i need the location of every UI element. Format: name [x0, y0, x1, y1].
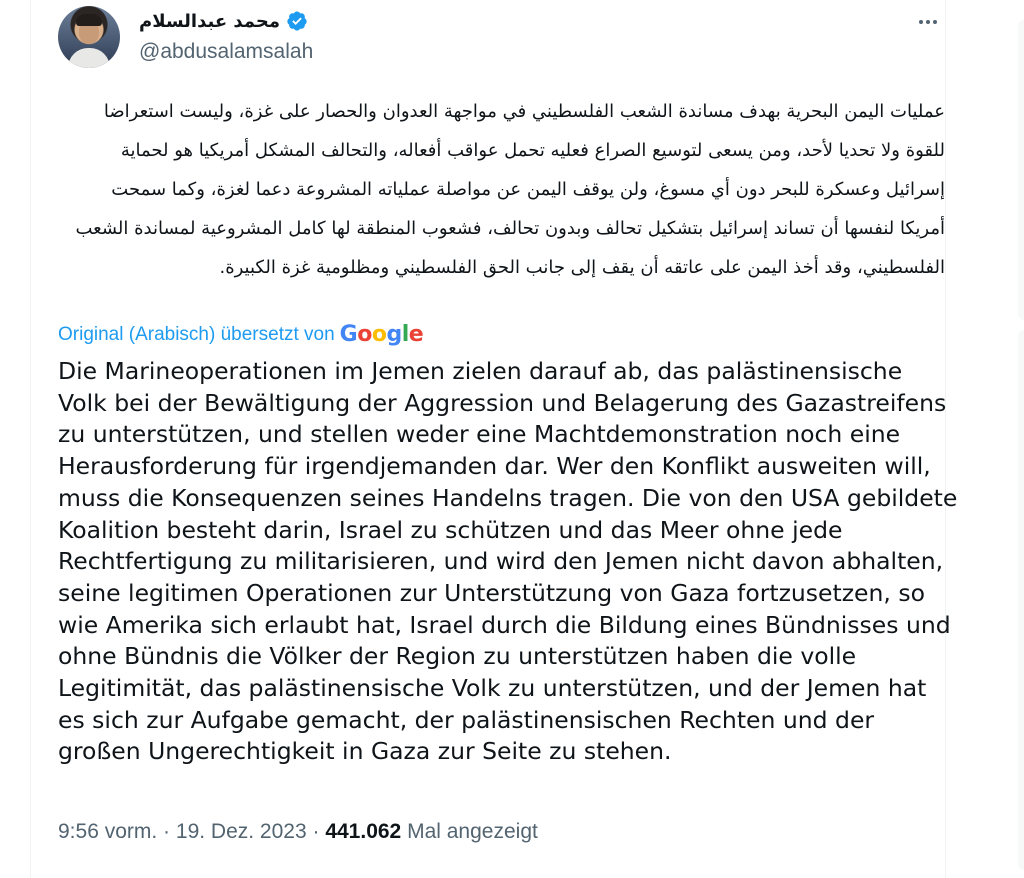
more-dot [933, 20, 937, 24]
tweet-translated-text: Die Marineoperationen im Jemen zielen darauf ab, das palästinensische Volk bei der Bewältigung der Aggression und Belagerung des Gazastreifens zu unterstützen, und stellen weder eine Machtdemonstration noch eine Herausforderung für irgendjemanden dar. Wer den Konflikt ausweiten will, muss die Konsequenzen seines Handelns tragen. Die von den USA gebildete Koalition besteht darin, Israel zu schützen und das Meer ohne jede Rechtfertigung zu militarisieren, und wird den Jemen nicht davon abhalten, seine legitimen Operationen zur Unterstützung von Gaza fortzusetzen, so wie Amerika sich erlaubt hat, Israel durch die Bildung eines Bündnisses und ohne Bündnis die Völker der Region zu unterstützen haben die volle Legitimität, das palästinensische Volk zu unterstützen, und der Jemen hat es sich zur Aufgabe gemacht, der palästinensischen Rechten und der großen Ungerechtigkeit in Gaza zur Seite zu stehen. [58, 357, 958, 766]
views-label: Mal angezeigt [401, 820, 538, 843]
left-panel-edge [0, 0, 31, 878]
author-display-name[interactable]: محمد عبدالسلام [139, 10, 280, 32]
more-dot [919, 20, 923, 24]
avatar[interactable] [58, 6, 120, 68]
right-card-edge-bottom [1018, 330, 1024, 870]
meta-separator: · [157, 820, 176, 843]
tweet-date[interactable]: 19. Dez. 2023 [175, 820, 307, 843]
tweet [31, 0, 958, 878]
verified-badge-icon [286, 10, 308, 32]
more-dots-icon[interactable] [915, 10, 941, 34]
tweet-time[interactable]: 9:56 vorm. [58, 820, 158, 843]
translation-attribution[interactable] [58, 322, 423, 347]
views-count: 441.062 [325, 820, 402, 843]
right-card-edge-top [1018, 20, 1024, 320]
tweet-meta [58, 820, 538, 844]
author-handle[interactable]: @abdusalamsalah [139, 40, 314, 63]
google-logo: Google [339, 322, 424, 347]
meta-separator: · [306, 820, 326, 843]
tweet-original-text: عمليات اليمن البحرية بهدف مساندة الشعب الفلسطيني في مواجهة العدوان والحصار على غزة، وليست استعراضا للقوة ولا تحديا لأحد، ومن يسعى لتوسيع الصراع فعليه تحمل عواقب أفعاله، والتحالف المشكل أمريكيا هو لحماية إسرائيل وعسكرة للبحر دون أي مسوغ، ولن يوقف اليمن عن مواصلة عملياته المشروعة دعما لغزة، وكما سمحت أمريكا لنفسها أن تساند إسرائيل بتشكيل تحالف وبدون تحالف، فشعوب المنطقة لها كامل المشروعية لمساندة الشعب الفلسطيني، وقد أخذ اليمن على عاتقه أن يقف إلى جانب الحق الفلسطيني ومظلومية غزة الكبيرة. [75, 101, 945, 278]
author-name-row[interactable] [139, 8, 308, 34]
avatar-shirt [68, 48, 110, 68]
translation-attribution-label[interactable]: Original (Arabisch) übersetzt von [58, 323, 335, 345]
avatar-hair [76, 14, 102, 26]
more-dot [926, 20, 930, 24]
